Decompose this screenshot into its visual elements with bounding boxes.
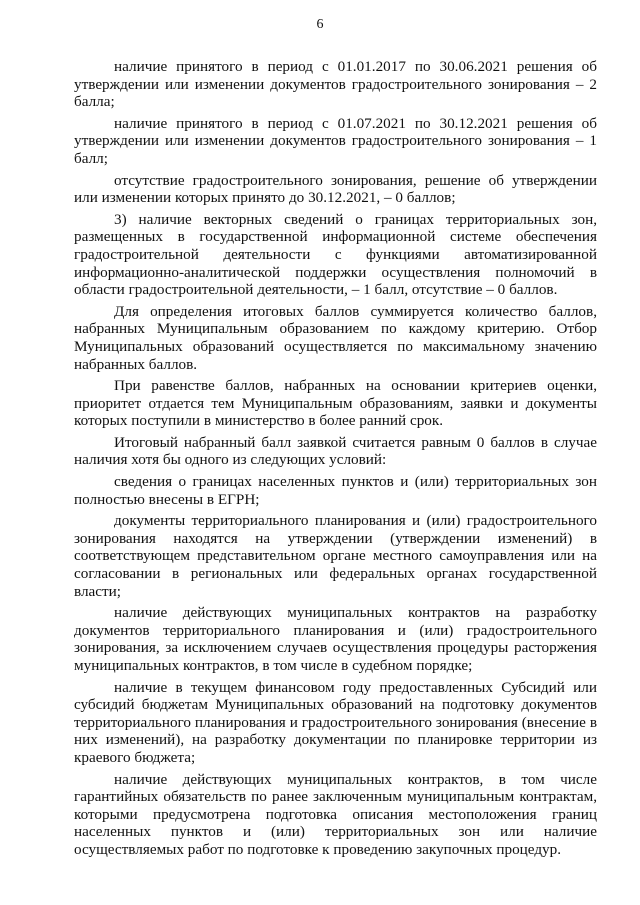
paragraph-zoning-absent: отсутствие градостроительного зонирования, решение об утверждении или изменении которых принято до 30.12.2021, – 0 баллов;	[74, 171, 597, 207]
paragraph-approval: документы территориального планирования и (или) градостроительного зонирования находятся на утверждении (утверждении изменений) в соответствующем представительном органе местного самоуправления или на согласовании в региональных или федеральных органах государственной власти;	[74, 512, 597, 600]
paragraph-guarantees: наличие действующих муниципальных контрактов, в том числе гарантийных обязательств по ранее заключенным муниципальным контрактам, которыми предусмотрена подготовка описания местоположения границ населенных пунктов и (или) территориальных зон или наличие осуществляемых работ по подготовке к проведению закупочных процедур.	[74, 770, 597, 858]
paragraph-subsidies: наличие в текущем финансовом году предоставленных Субсидий или субсидий бюджетам Муниципальных образований на подготовку документов территориального планирования и градостроительного зонирования (внесение в них изменений), на разработку документации по планировке территории из краевого бюджета;	[74, 678, 597, 766]
paragraph-zero-conditions: Итоговый набранный балл заявкой считается равным 0 баллов в случае наличия хотя бы одного из следующих условий:	[74, 433, 597, 469]
paragraph-contracts: наличие действующих муниципальных контрактов на разработку документов территориального планирования и (или) градостроительного зонирования, за исключением случаев осуществления процедуры расторжения муниципальных контрактов, в том числе в судебном порядке;	[74, 604, 597, 674]
paragraph-zoning-2021: наличие принятого в период с 01.07.2021 по 30.12.2021 решения об утверждении или изменении документов градостроительного зонирования – 1 балл;	[74, 114, 597, 167]
paragraph-equal-scores: При равенстве баллов, набранных на основании критериев оценки, приоритет отдается тем Муниципальным образованиям, заявки и документы которых поступили в министерство в более ранний срок.	[74, 377, 597, 430]
document-body	[74, 58, 597, 863]
paragraph-vector-data: 3) наличие векторных сведений о границах территориальных зон, размещенных в государственной информационной системе обеспечения градостроительной деятельности с функциями автоматизированной информационно-аналитической поддержки осуществления полномочий в области градостроительной деятельности, – 1 балл, отсутствие – 0 баллов.	[74, 210, 597, 299]
paragraph-egrn: сведения о границах населенных пунктов и (или) территориальных зон полностью внесены в ЕГРН;	[74, 473, 597, 508]
paragraph-total-scores: Для определения итоговых баллов суммируется количество баллов, набранных Муниципальным образованием по каждому критерию. Отбор Муниципальных образований осуществляется по максимальному значению набранных баллов.	[74, 302, 597, 373]
paragraph-zoning-2017-2021: наличие принятого в период с 01.01.2017 по 30.06.2021 решения об утверждении или изменении документов градостроительного зонирования – 2 балла;	[74, 58, 597, 111]
page-number: 6	[316, 17, 324, 32]
